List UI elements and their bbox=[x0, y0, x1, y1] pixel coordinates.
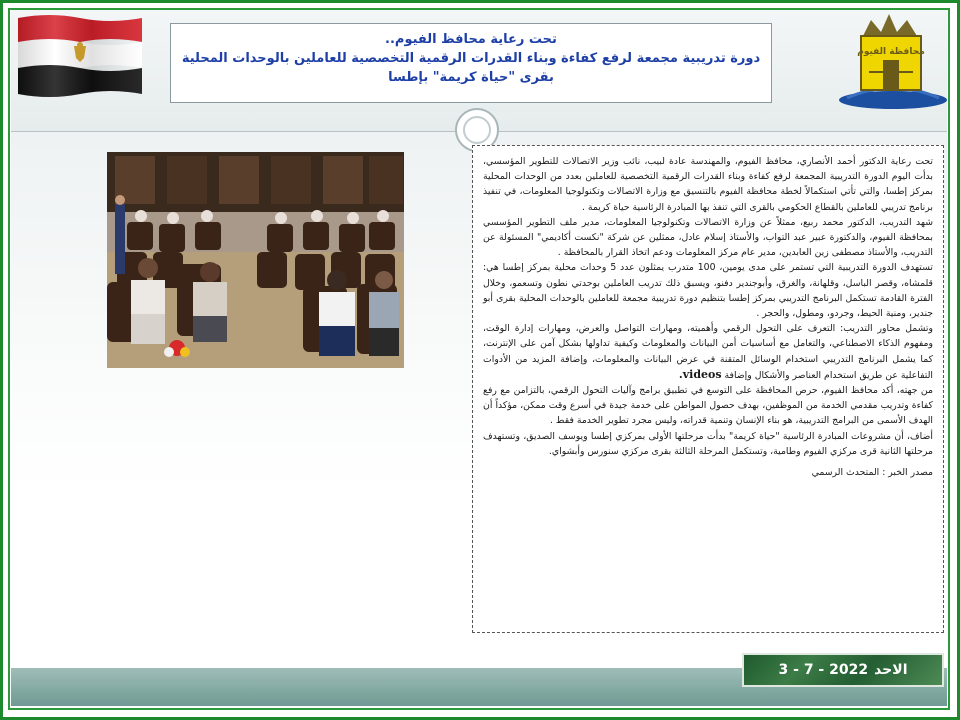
latin-word: videos. bbox=[678, 367, 722, 381]
headline-box bbox=[170, 23, 772, 103]
training-session-photo bbox=[107, 152, 404, 368]
article-body bbox=[472, 145, 944, 633]
headline-line-1: تحت رعاية محافظ الفيوم.. bbox=[385, 32, 557, 47]
date-day: الاحد bbox=[874, 662, 908, 678]
article-paragraph-6: أضاف، أن مشروعات المبادرة الرئاسية "حياة كريمة" بدأت مرحلتها الأولى بمركزي إطسا ويوسف الصديق، وتستهدف مرحلتها الثانية قرى مركزي الفيوم وطامية، وتستكمل المرحلة الثالثة بقرى مركزي سنورس وأبشواي. bbox=[483, 430, 933, 457]
date-box bbox=[742, 653, 944, 687]
article-paragraph-3: تستهدف الدورة التدريبية التي تستمر على مدى يومين، 100 متدرب يمثلون عدد 5 وحدات محلية بمركز إطسا هي: قلمشاه، وقصر الباسل، وقلهانة، والغرق، وأبوجندير دفنو، ويسبق ذلك تدريب العاملين بوحدتي نطون وتسعمو، وخلال الفترة القادمة تستكمل البرنامج التدريبي بمركز إطسا بتنظيم دورة تدريبية مجمعة للعاملين بالوحدات المحلية بقرى أبو جندير، ومنية الحيط، وجردو، ومطول، والحجر . bbox=[483, 262, 933, 320]
date-value: 3 - 7 - 2022 bbox=[778, 662, 869, 678]
article-source: مصدر الخبر : المتحدث الرسمي bbox=[811, 467, 933, 479]
article-paragraph-4 bbox=[483, 321, 933, 383]
article-paragraph-1: تحت رعاية الدكتور أحمد الأنصاري، محافظ الفيوم، والمهندسة عادة لبيب، نائب وزير الاتصالات للتطوير المؤسسي، بدأت اليوم الدورة التدريبية المجمعة لرفع كفاءة وبناء القدرات الرقمية التخصصية للعاملين بعدد من الوحدات المحلية بمركز إطسا، والتي تأتي استكمالاً لخطة محافظة الفيوم بالتنسيق مع وزارة الاتصالات وتكنولوجيا المعلومات، في تنفيذ برنامج تدريبي للعاملين بالقطاع الحكومي بالقرى التي تنفذ بها المبادرة الرئاسية حياة كريمة . bbox=[483, 156, 933, 213]
article-paragraph-4-text: وتشمل محاور التدريب: التعرف على التحول الرقمي وأهميته، ومهارات التواصل والعرض، ومهارات إدارة الوقت، ومفهوم الذكاء الاصطناعي، والتعامل مع أساسيات أمن البيانات والمعلومات وكيفية تداولها بشكل آمن على الإنترنت، كما يشمل البرنامج التدريبي استخدام الوسائل المتقنة في عرض البيانات والمعلومات، وإضافة المزيد من الأدوات التفاعلية عن طريق استخدام العناصر والأشكال وإضافة bbox=[483, 323, 933, 381]
headline-line-3: بقرى "حياة كريمة" بإطسا bbox=[388, 70, 554, 85]
logo-text: محافظة الفيوم bbox=[857, 47, 925, 57]
article-paragraph-2: شهد التدريب، الدكتور محمد ربيع، ممثلاً عن وزارة الاتصالات وتكنولوجيا المعلومات، مدير ملف التطوير المؤسسي بمحافظة الفيوم، والدكتورة عبير عبد التواب، والأستاذ إسلام عادل، ممثلين عن شركة "نكست أكاديمي" المسئولة عن التدريب، والأستاذ مصطفى زين العابدين، مدير عام مركز المعلومات ودعم اتخاذ القرار بالمحافظة . bbox=[483, 216, 933, 259]
headline-line-2: دورة تدريبية مجمعة لرفع كفاءة وبناء القدرات الرقمية التخصصية للعاملين بالوحدات المحلية bbox=[181, 51, 761, 66]
egypt-flag-icon bbox=[14, 12, 146, 100]
article-paragraph-5: من جهته، أكد محافظ الفيوم، حرص المحافظة على التوسع في تطبيق برامج وآليات التحول الرقمي، بالتزامن مع رفع كفاءة وتدريب مقدمي الخدمة من الموظفين، بهدف حصول المواطن على خدمة جيدة في أسرع وقت ممكن، مؤكداً أن الهدف الأسمى من البرامج التدريبية، هو بناء الإنسان وتنمية قدراته، وليس مجرد تطوير الخدمة فقط . bbox=[483, 385, 933, 427]
governorate-logo bbox=[833, 8, 949, 112]
